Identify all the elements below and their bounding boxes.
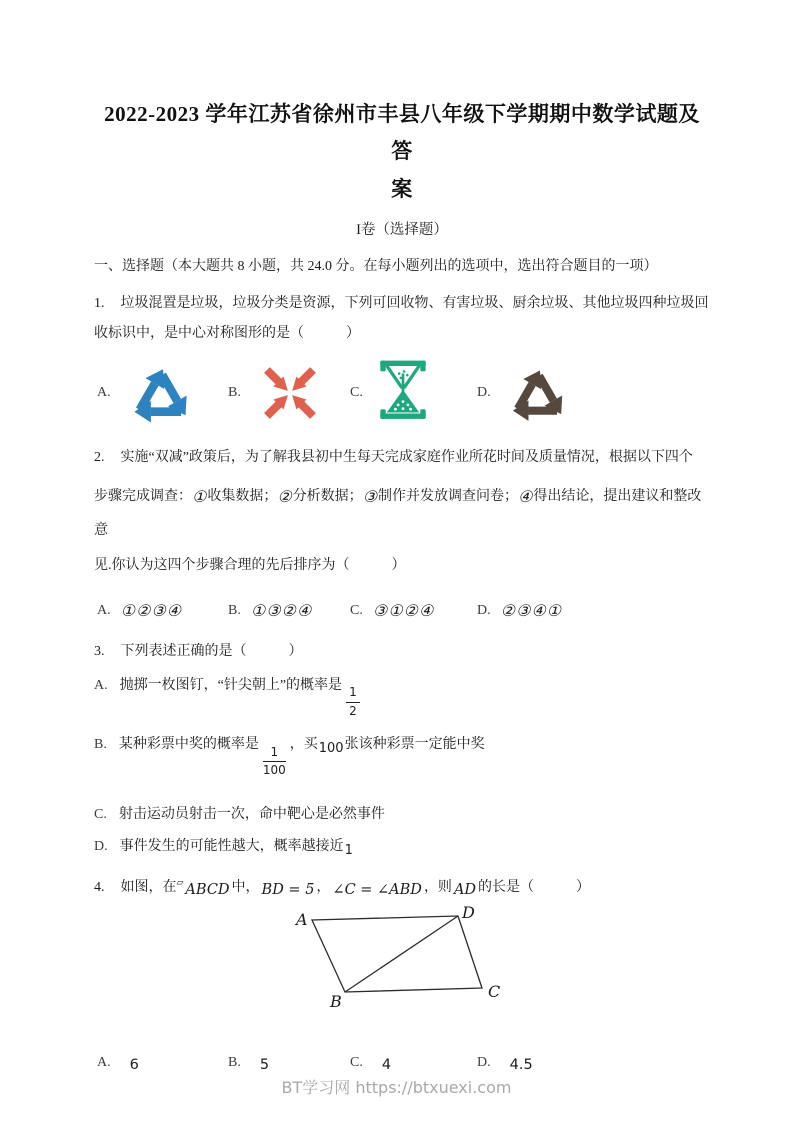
option-c-label: C. <box>350 384 363 400</box>
ticket-count: 100 <box>318 741 344 757</box>
fraction-numerator: 1 <box>263 745 286 763</box>
option-a-label: A. <box>97 384 111 400</box>
option-b-text-post: 张该种彩票一定能中奖 <box>344 737 485 753</box>
option-b-label: B. <box>228 602 241 618</box>
equation-angles: ∠C = ∠ABD <box>332 881 422 898</box>
question-4-option-b <box>228 1054 269 1071</box>
vertex-label-b: B <box>330 991 342 1011</box>
question-1-option-c <box>350 353 430 433</box>
option-c-value: 4 <box>381 1056 392 1073</box>
question-1-line-1: 垃圾混置是垃圾，垃圾分类是资源，下列可回收物、有害垃圾、厨余垃圾、其他垃圾四种垃圾回 <box>120 295 709 311</box>
title-line-2: 案 <box>391 176 413 201</box>
watermark-text: BT学习网 https://btxuexi.com <box>281 1078 512 1097</box>
option-d-label: D. <box>477 384 491 400</box>
footer-watermark <box>0 1075 793 1098</box>
question-2-option-d <box>477 599 562 619</box>
question-2-line-2: 步骤完成调查： <box>94 489 192 504</box>
question-4-option-d <box>477 1054 533 1071</box>
parallelogram-figure <box>290 904 522 1016</box>
question-2-option-b <box>228 599 312 619</box>
fraction-denominator: 100 <box>262 763 286 778</box>
question-2-options <box>94 599 710 625</box>
question-4-pre: 如图，在 <box>120 879 177 895</box>
option-b-label: B. <box>228 1054 241 1070</box>
fraction-numerator: 1 <box>346 685 360 703</box>
option-a-value: 6 <box>129 1056 139 1073</box>
converging-arrows-red-icon <box>254 354 326 432</box>
fraction-one-half <box>346 685 360 719</box>
question-1-options <box>94 353 710 435</box>
question-4-option-c <box>350 1054 391 1071</box>
option-c-text: 射击运动员射击一次，命中靶心是必然事件 <box>118 807 385 823</box>
title-line-1: 2022-2023 学年江苏省徐州市丰县八年级下学期期中数学试题及答 <box>104 102 700 164</box>
option-c-label: C. <box>350 602 363 618</box>
recycling-arrows-blue-icon <box>124 357 198 429</box>
question-3-option-b <box>94 733 710 779</box>
question-4-post: 的长是（ ） <box>478 879 591 895</box>
shape-name: ABCD <box>185 881 230 898</box>
question-1-text <box>94 289 710 349</box>
question-2-option-a <box>97 599 182 619</box>
question-3-number: 3. <box>94 643 105 659</box>
circled-4: ④ <box>518 487 534 506</box>
option-d-label: D. <box>477 602 491 618</box>
question-2-number: 2. <box>94 449 105 465</box>
option-a-text: 抛掷一枚图钉，“针尖朝上”的概率是 <box>119 677 343 693</box>
question-4-mid-2: ，则 <box>423 879 452 895</box>
vertex-label-c: C <box>488 981 501 1001</box>
circled-1: ① <box>192 487 208 506</box>
option-b-text-pre: 某种彩票中奖的概率是 <box>118 737 259 753</box>
fraction-one-hundredth <box>263 745 286 779</box>
question-4-text <box>94 876 710 896</box>
option-b-text-mid: ，买 <box>289 737 318 753</box>
page-title <box>94 96 710 208</box>
section-heading: 一、选择题（本大题共 8 小题，共 24.0 分。在每小题列出的选项中，选出符合题目的一项） <box>94 259 658 275</box>
paper-part-heading: I卷（选择题） <box>356 222 448 239</box>
step-4-text: 得出结论，提出建议和整改意 <box>94 489 702 539</box>
question-1-line-2: 收标识中，是中心对称图形的是（ ） <box>94 325 360 341</box>
question-1-number: 1. <box>94 295 105 311</box>
question-3-option-d <box>94 835 710 859</box>
option-b-label: B. <box>228 384 241 400</box>
vertex-label-a: A <box>296 909 308 929</box>
option-a-value: ①②③④ <box>120 600 182 620</box>
option-d-label: D. <box>94 838 108 854</box>
question-3-option-a <box>94 674 710 720</box>
option-c-label: C. <box>350 1054 363 1070</box>
option-a-label: A. <box>97 602 111 618</box>
question-1-option-d <box>477 353 572 433</box>
segment-ad: AD <box>453 881 477 898</box>
question-3-text <box>94 640 710 660</box>
circled-2: ② <box>277 487 293 506</box>
question-2-line-3: 见.你认为这四个步骤合理的先后排序为（ ） <box>94 557 406 573</box>
vertex-label-d: D <box>462 903 475 922</box>
question-2-line-1: 实施“双减”政策后，为了解我县初中生每天完成家庭作业所花时间及质量情况，根据以下四个 <box>120 449 693 465</box>
option-a-label: A. <box>94 677 108 693</box>
question-4-mid-1: 中， <box>231 879 260 895</box>
question-4-number: 4. <box>94 879 105 895</box>
option-d-value: ②③④① <box>500 600 562 620</box>
option-d-value: 4.5 <box>509 1056 533 1073</box>
option-b-value: ①③②④ <box>250 600 313 620</box>
question-3-stem: 下列表述正确的是（ ） <box>120 643 303 659</box>
question-1-option-a <box>97 353 198 433</box>
circled-3: ③ <box>362 487 379 506</box>
equation-bd: BD = 5 <box>261 881 315 898</box>
step-2-text: 分析数据； <box>292 489 363 504</box>
option-c-label: C. <box>94 807 107 823</box>
question-3-option-c <box>94 803 710 827</box>
fraction-denominator: 2 <box>349 703 357 718</box>
option-d-label: D. <box>477 1054 491 1070</box>
option-d-text: 事件发生的可能性越大，概率越接近 <box>119 838 344 854</box>
option-a-label: A. <box>97 1054 111 1070</box>
parallelogram-symbol: ▱ <box>176 876 184 887</box>
step-1-text: 收集数据； <box>207 489 278 504</box>
question-1-option-b <box>228 353 326 433</box>
option-b-value: 5 <box>259 1056 270 1073</box>
question-2-option-c <box>350 599 434 619</box>
recycling-arrows-dark-icon <box>504 358 572 428</box>
probability-value: 1 <box>344 842 353 858</box>
step-3-text: 制作并发放调查问卷； <box>378 489 519 504</box>
separator: ， <box>316 879 331 895</box>
question-2-text <box>94 441 710 583</box>
question-4-option-a <box>97 1054 139 1071</box>
hourglass-green-icon <box>376 355 430 431</box>
option-b-label: B. <box>94 737 107 753</box>
figure-container <box>290 904 710 1021</box>
option-c-value: ③①②④ <box>372 600 435 620</box>
